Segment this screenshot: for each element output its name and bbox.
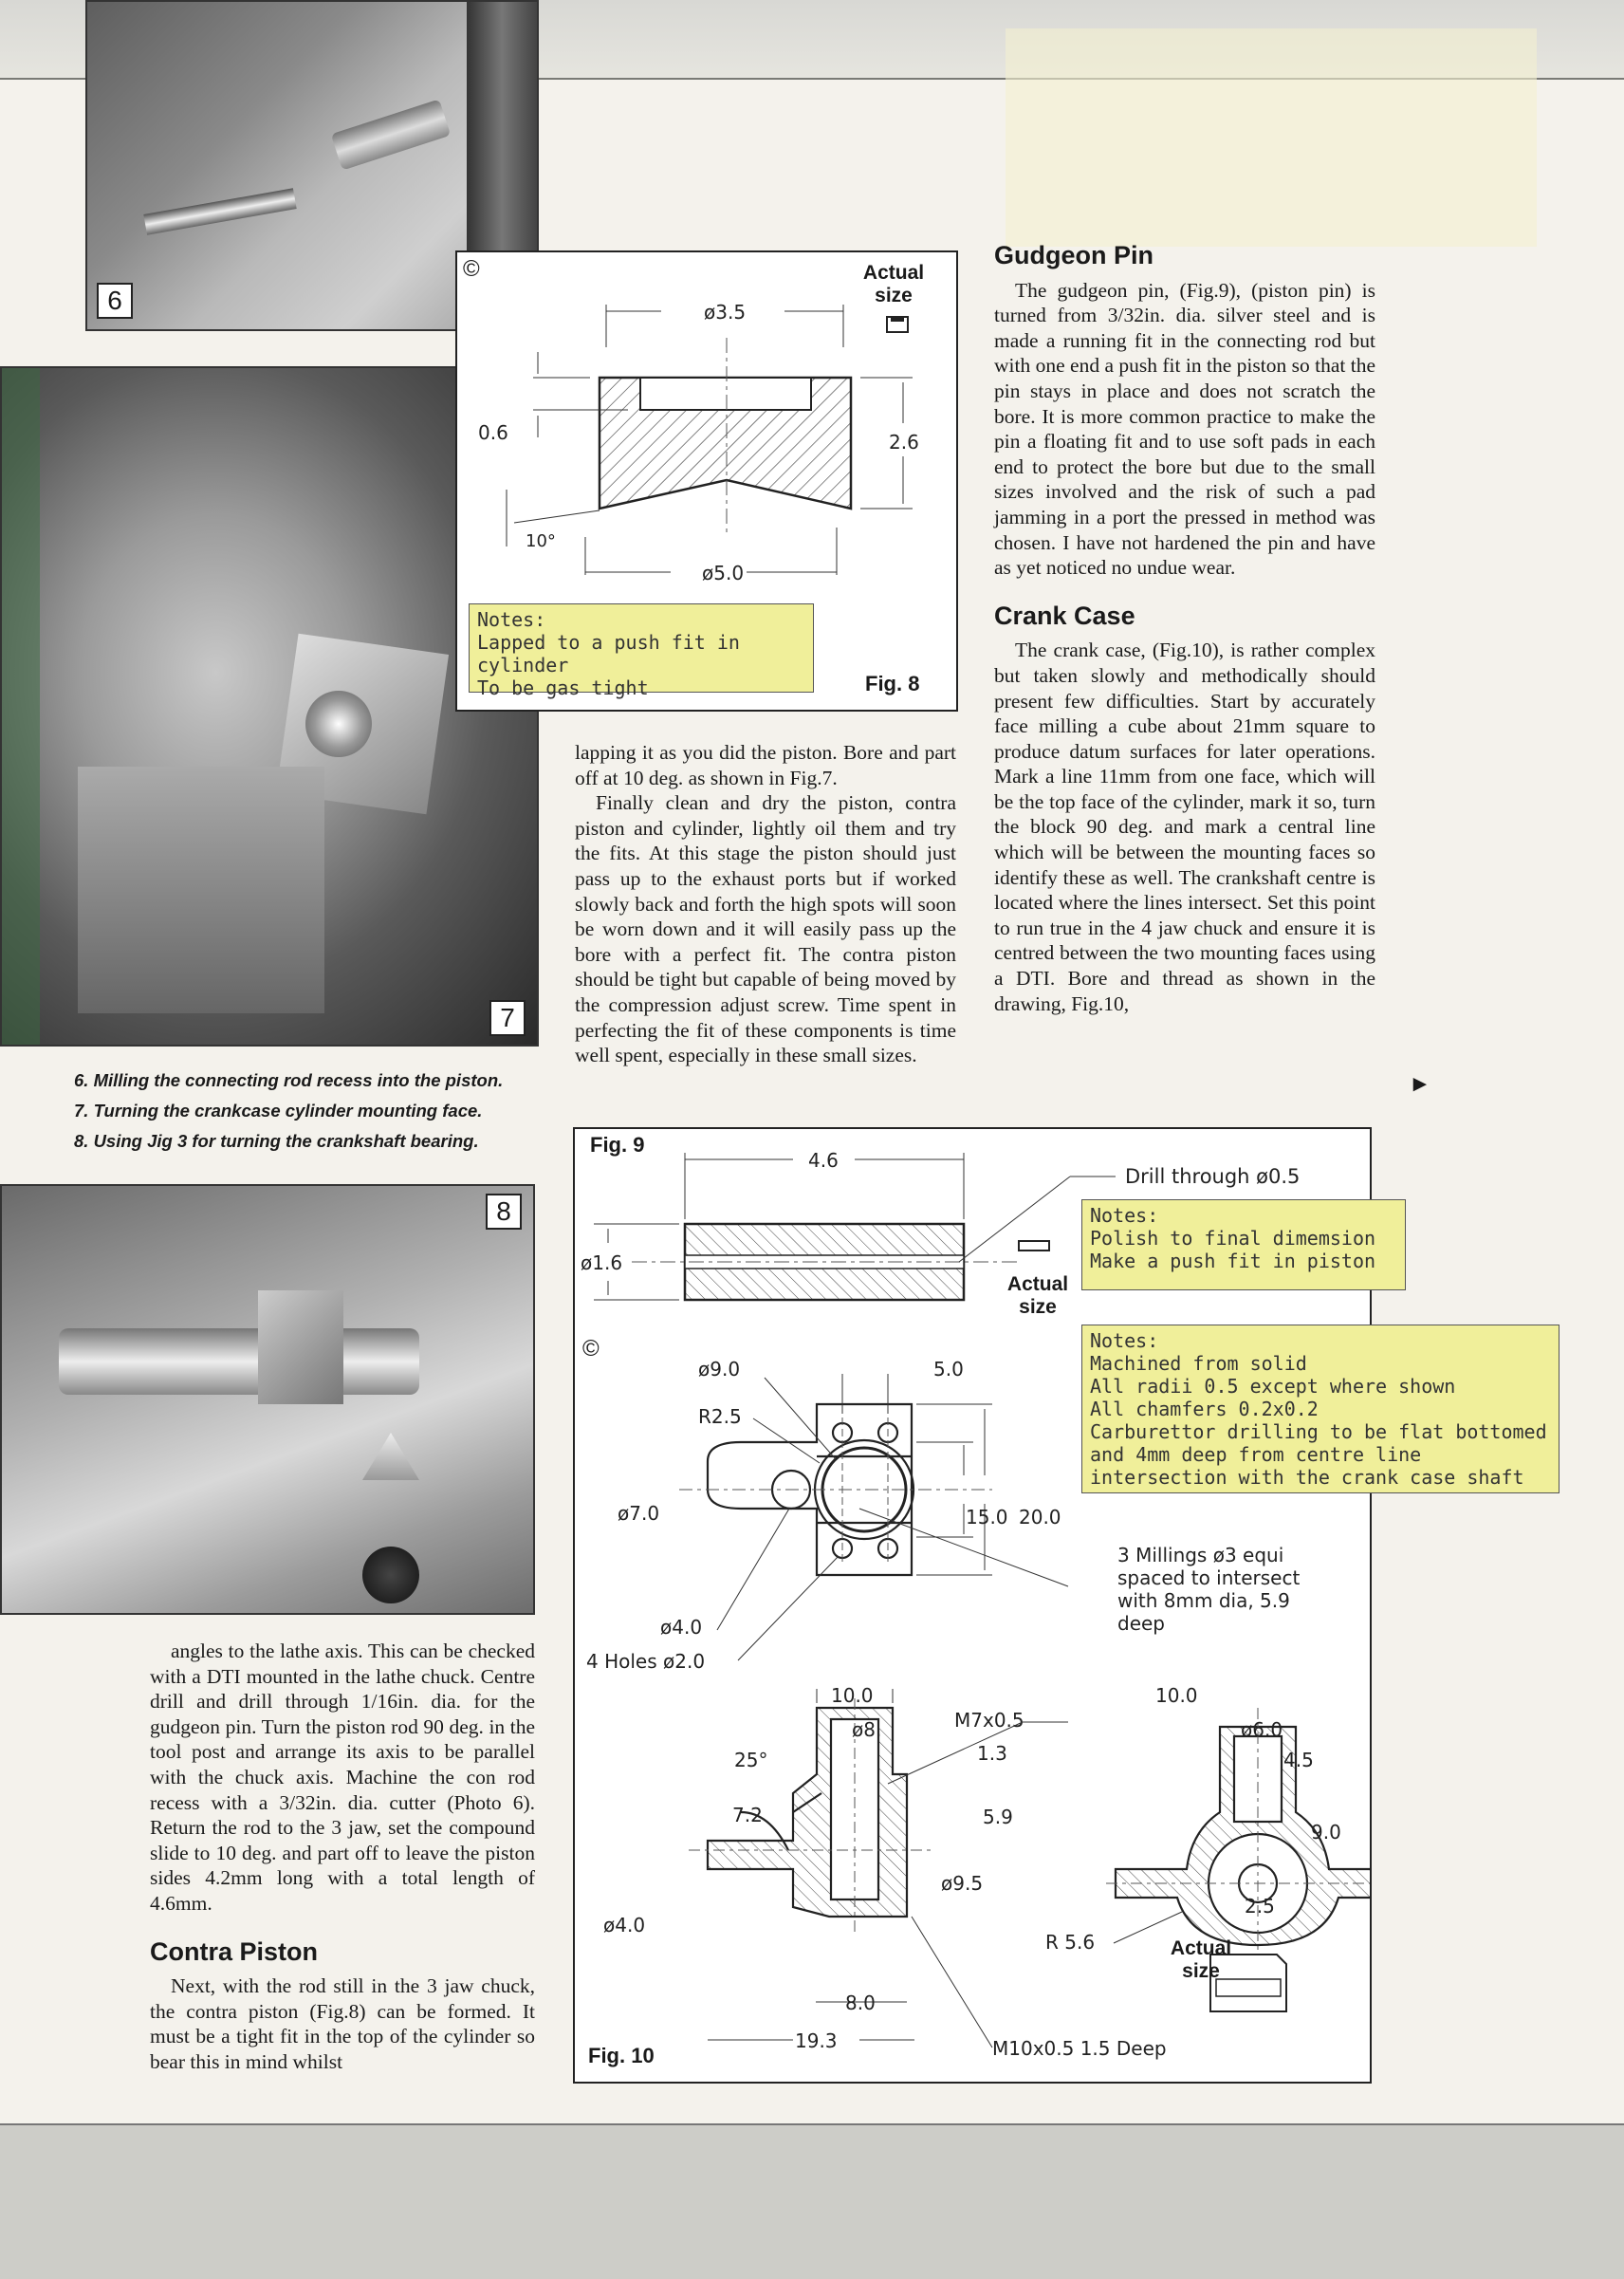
notes-line: All chamfers 0.2x0.2 <box>1090 1398 1319 1420</box>
dim-19.3: 19.3 <box>795 2029 838 2052</box>
paragraph: Finally clean and dry the piston, contra piston and cylinder, lightly oil them and try the fits. At this stage the piston should just pass up to the exhaust ports but if worked slowly back and forth the high spots will soon be worn down and it will easily pass up the bore with a perfect fit. The contra piston should be tight but capable of being moved by the compression adjust screw. Time spent in perfecting the fit of these components is time well spent, especially in these small sizes. <box>575 791 956 1067</box>
dim-m10: M10x0.5 1.5 Deep <box>992 2037 1167 2060</box>
middle-column <box>575 740 956 1068</box>
fig8-notes <box>469 603 814 699</box>
dim-recess-depth: 0.6 <box>478 421 508 444</box>
dim-9.0: 9.0 <box>1311 1821 1341 1844</box>
fig10-notes <box>1081 1325 1559 1493</box>
left-column <box>150 1639 535 2075</box>
millings-note: deep <box>1117 1612 1165 1635</box>
paragraph: angles to the lathe axis. This can be checked with a DTI mounted in the lathe chuck. Centre drill and drill through 1/16in. dia. for the gudgeon pin. Turn the piston rod 90 deg. in the tool post and arrange its axis to be parallel with the chuck axis. Machine the con rod recess with a 3/32in. dia. cutter (Photo 6). Return the rod to the 3 jaw, set the compound slide to 10 deg. and part off to leave the piston sides 4.2mm long with a total length of 4.6mm. <box>150 1640 535 1915</box>
paragraph: lapping it as you did the piston. Bore and part off at 10 deg. as shown in Fig.7. <box>575 741 956 789</box>
notes-line: Lapped to a push fit in cylinder <box>477 631 740 676</box>
photo-8 <box>0 1184 535 1615</box>
dim-4.5: 4.5 <box>1283 1749 1314 1771</box>
notes-heading: Notes: <box>1090 1329 1159 1352</box>
caption-7: 7. Turning the crankcase cylinder mounting face. <box>74 1101 483 1121</box>
dim-6-dia: ø6.0 <box>1241 1718 1283 1741</box>
dim-10: 10.0 <box>831 1684 874 1707</box>
dim-angle: 10° <box>526 531 556 551</box>
dim-15: 15.0 <box>966 1506 1008 1529</box>
millings-note: spaced to intersect <box>1117 1566 1301 1589</box>
actual-size-label: Actual size <box>862 262 925 306</box>
dim-boss-dia: ø7.0 <box>618 1502 660 1525</box>
dim-5.9: 5.9 <box>983 1806 1013 1828</box>
copyright-symbol: © <box>463 256 480 282</box>
faded-highlight <box>1006 28 1537 247</box>
notes-line: All radii 0.5 except where shown <box>1090 1375 1456 1398</box>
millings-note: with 8mm dia, 5.9 <box>1117 1589 1290 1612</box>
dim-bore-dia: ø3.5 <box>704 301 747 324</box>
actual-size-label: Actual size <box>1006 1273 1069 1318</box>
page-bottom-strip <box>0 2123 1624 2279</box>
notes-heading: Notes: <box>1090 1204 1159 1227</box>
figure-label: Fig. 8 <box>865 672 920 695</box>
contra-piston-section <box>600 338 851 537</box>
dim-radius: R2.5 <box>698 1405 742 1428</box>
dim-radius-5.6: R 5.6 <box>1045 1931 1096 1954</box>
notes-line: Carburettor drilling to be flat bottomed <box>1090 1420 1547 1443</box>
actual-size-label: Actual size <box>1170 1937 1232 1982</box>
notes-line: Polish to final dimemsion <box>1090 1227 1376 1250</box>
right-column <box>994 243 1375 1016</box>
dim-4.0: ø4.0 <box>603 1914 646 1936</box>
dim-m7: M7x0.5 <box>954 1709 1024 1732</box>
copyright-symbol: © <box>582 1336 600 1362</box>
dim-1.3: 1.3 <box>977 1742 1007 1765</box>
caption-8: 8. Using Jig 3 for turning the crankshaft bearing. <box>74 1131 479 1151</box>
heading-gudgeon-pin: Gudgeon Pin <box>994 241 1153 269</box>
paragraph: The crank case, (Fig.10), is rather complex but taken slowly and methodically should present few difficulties. Start by accurately face milling a cube about 21mm square to produce datum surfaces for later operations. Mark a line 11mm from one face, which will be the top face of the cylinder, mark it so, turn the block 90 deg. and mark a central line which will be between the mounting faces so identify these as well. The crankshaft centre is located where the lines intersect. Set this point to run true in the 4 jaw chuck and ensure it is centred between the two mounting faces using a DTI. Bore and thread as shown in the drawing, Fig.10, <box>994 639 1375 1015</box>
dim-20: 20.0 <box>1019 1506 1061 1529</box>
dim-outer-dia: ø5.0 <box>702 562 745 584</box>
photo-captions <box>74 1065 548 1157</box>
millings-note: 3 Millings ø3 equi <box>1117 1544 1284 1566</box>
dim-10b: 10.0 <box>1155 1684 1198 1707</box>
notes-line: and 4mm deep from centre line <box>1090 1443 1422 1466</box>
photo-number: 7 <box>489 1000 526 1036</box>
dim-9.5: ø9.5 <box>941 1872 984 1895</box>
figures-9-10 <box>573 1127 1547 2084</box>
dim-pin-dia: ø1.6 <box>581 1251 623 1274</box>
dim-small-bore: ø4.0 <box>660 1616 703 1639</box>
dim-pin-length: 4.6 <box>808 1149 839 1172</box>
fig9-notes <box>1081 1199 1406 1290</box>
notes-line: To be gas tight <box>477 676 649 699</box>
caption-6: 6. Milling the connecting rod recess into the piston. <box>74 1070 504 1090</box>
gudgeon-pin-section <box>632 1224 1021 1300</box>
continue-arrow: ► <box>1409 1072 1431 1097</box>
dim-8.0: 8.0 <box>845 1992 876 2014</box>
figure-8 <box>455 250 958 712</box>
paragraph: The gudgeon pin, (Fig.9), (piston pin) is turned from 3/32in. dia. silver steel and is made a running fit in the connecting rod but with one end a push fit in the piston so that the pin stays in place and does not scratch the bore. It is more common practice to make the pin a floating fit and to use soft pads in each end to protect the bore but due to the small sizes involved and the risk of such a pad jamming in a port the pressed in method was chosen. I have not hardened the pin and have as yet noticed no undue wear. <box>994 278 1375 580</box>
dim-holes: 4 Holes ø2.0 <box>586 1650 706 1673</box>
notes-line: Machined from solid <box>1090 1352 1307 1375</box>
dim-height: 2.6 <box>889 431 919 454</box>
dim-8-dia: ø8. <box>852 1718 882 1741</box>
heading-contra-piston: Contra Piston <box>150 1936 319 1966</box>
paragraph: Next, with the rod still in the 3 jaw chuck, the contra piston (Fig.8) can be formed. It must be a tight fit in the top of the cylinder so bear this in mind whilst <box>150 1974 535 2073</box>
dim-7.2: 7.2 <box>732 1804 763 1826</box>
dim-hole-spacing: 5.0 <box>933 1358 964 1380</box>
photo-number: 6 <box>97 283 133 319</box>
notes-heading: Notes: <box>477 608 546 631</box>
drill-note: Drill through ø0.5 <box>1125 1165 1301 1188</box>
dim-bore: ø9.0 <box>698 1358 741 1380</box>
notes-line: intersection with the crank case shaft <box>1090 1466 1524 1489</box>
figure-label: Fig. 9 <box>590 1133 645 1157</box>
dim-angle-25: 25° <box>734 1749 768 1771</box>
photo-number: 8 <box>486 1194 522 1230</box>
figure-label: Fig. 10 <box>588 2044 655 2067</box>
heading-crank-case: Crank Case <box>994 601 1135 630</box>
notes-line: Make a push fit in piston <box>1090 1250 1376 1272</box>
dim-2.5: 2.5 <box>1245 1895 1275 1918</box>
